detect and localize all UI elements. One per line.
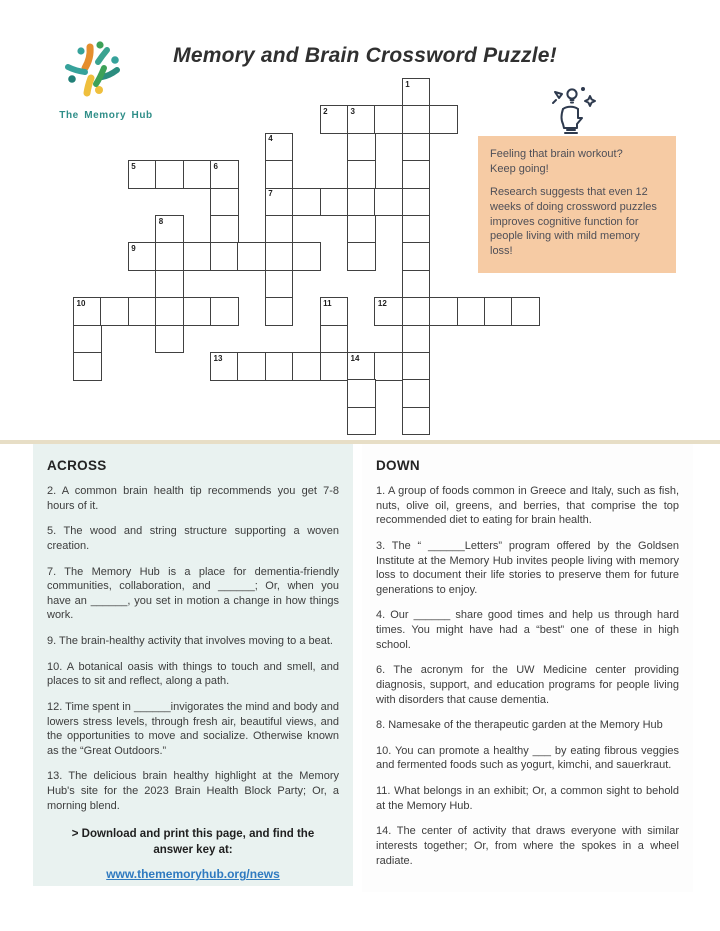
grid-cell[interactable] bbox=[155, 242, 184, 271]
clue-item: 4. Our ______ share good times and help us through hard times. You might have had a “best” one of these in high school. bbox=[376, 609, 679, 651]
grid-cell[interactable] bbox=[210, 297, 239, 326]
grid-cell[interactable] bbox=[402, 270, 431, 299]
grid-cell[interactable] bbox=[402, 242, 431, 271]
clue-item: 13. The delicious brain healthy highlight at the Memory Hub's site for the 2023 Brain Health Block Party; Or, a morning blend. bbox=[47, 770, 339, 812]
download-note-line2: answer key at: bbox=[153, 843, 233, 856]
grid-cell[interactable] bbox=[183, 242, 212, 271]
cell-number: 2 bbox=[323, 106, 328, 116]
grid-cell[interactable] bbox=[210, 242, 239, 271]
grid-cell[interactable] bbox=[320, 105, 349, 134]
grid-cell[interactable] bbox=[210, 215, 239, 244]
clue-item: 1. A group of foods common in Greece and Italy, such as fish, nuts, olive oil, greens, and berries, that comprise the top recommended diet to eating for brain health. bbox=[376, 485, 679, 527]
cell-number: 11 bbox=[323, 298, 332, 308]
grid-cell[interactable] bbox=[183, 160, 212, 189]
grid-cell[interactable] bbox=[73, 352, 102, 381]
grid-cell[interactable] bbox=[265, 188, 294, 217]
callout-research-text: Research suggests that even 12 weeks of doing crossword puzzles improves cognitive function for people living with mild memory loss! bbox=[490, 186, 657, 257]
grid-cell[interactable] bbox=[457, 297, 486, 326]
cell-number: 4 bbox=[268, 134, 273, 144]
grid-cell[interactable] bbox=[237, 352, 266, 381]
grid-cell[interactable] bbox=[347, 215, 376, 244]
grid-cell[interactable] bbox=[265, 297, 294, 326]
across-clue-list bbox=[47, 484, 339, 813]
grid-cell[interactable] bbox=[265, 352, 294, 381]
clue-item: 8. Namesake of the therapeutic garden at the Memory Hub bbox=[376, 719, 663, 732]
grid-cell[interactable] bbox=[374, 352, 403, 381]
grid-cell[interactable] bbox=[402, 325, 431, 354]
grid-cell[interactable] bbox=[292, 352, 321, 381]
grid-cell[interactable] bbox=[374, 105, 403, 134]
down-clue-list bbox=[376, 484, 679, 868]
grid-cell[interactable] bbox=[265, 133, 294, 162]
grid-cell[interactable] bbox=[347, 160, 376, 189]
grid-cell[interactable] bbox=[237, 242, 266, 271]
cell-number: 12 bbox=[377, 298, 387, 308]
grid-cell[interactable] bbox=[320, 188, 349, 217]
grid-cell[interactable] bbox=[402, 215, 431, 244]
grid-cell[interactable] bbox=[402, 105, 431, 134]
grid-cell[interactable] bbox=[320, 297, 349, 326]
grid-cell[interactable] bbox=[265, 160, 294, 189]
clue-item: 9. The brain-healthy activity that involves moving to a beat. bbox=[47, 635, 333, 647]
grid-cell[interactable] bbox=[210, 160, 239, 189]
grid-cell[interactable] bbox=[429, 297, 458, 326]
across-header: ACROSS bbox=[47, 458, 107, 473]
grid-cell[interactable] bbox=[402, 160, 431, 189]
grid-cell[interactable] bbox=[347, 105, 376, 134]
grid-cell[interactable] bbox=[347, 379, 376, 408]
grid-cell[interactable] bbox=[155, 160, 184, 189]
grid-cell[interactable] bbox=[73, 325, 102, 354]
grid-cell[interactable] bbox=[347, 188, 376, 217]
grid-cell[interactable] bbox=[374, 188, 403, 217]
down-header: DOWN bbox=[376, 458, 420, 473]
grid-cell[interactable] bbox=[210, 188, 239, 217]
grid-cell[interactable] bbox=[402, 379, 431, 408]
clue-item: 12. Time spent in ______invigorates the mind and body and lowers stress levels, through fresh air, beautiful views, and the opportunities to move and socialize. Otherwise known as the “Great Outdoors.” bbox=[47, 700, 339, 757]
cell-number: 1 bbox=[405, 79, 410, 89]
clue-item: 10. A botanical oasis with things to touch and smell, and places to sit and reflect, along a path. bbox=[47, 660, 339, 688]
brain-workout-icon bbox=[541, 84, 603, 142]
cell-number: 3 bbox=[350, 106, 355, 116]
clue-item: 7. The Memory Hub is a place for dementia-friendly communities, collaboration, and ______; Or, when you have an ______, you set in motion a change in how things work. bbox=[47, 565, 339, 622]
grid-cell[interactable] bbox=[429, 105, 458, 134]
page-title: Memory and Brain Crossword Puzzle! bbox=[173, 44, 557, 67]
callout-line-2: Keep going! bbox=[490, 162, 549, 175]
grid-cell[interactable] bbox=[128, 297, 157, 326]
grid-cell[interactable] bbox=[265, 270, 294, 299]
grid-cell[interactable] bbox=[402, 78, 431, 107]
clue-item: 10. You can promote a healthy ___ by eating fibrous veggies and fermented foods such as yogurt, kimchi, and sauerkraut. bbox=[376, 744, 679, 772]
grid-cell[interactable] bbox=[347, 242, 376, 271]
grid-cell[interactable] bbox=[155, 325, 184, 354]
grid-cell[interactable] bbox=[265, 215, 294, 244]
cell-number: 6 bbox=[213, 161, 218, 171]
grid-cell[interactable] bbox=[100, 297, 129, 326]
grid-cell[interactable] bbox=[292, 188, 321, 217]
clue-item: 5. The wood and string structure supporting a woven creation. bbox=[47, 525, 339, 552]
grid-cell[interactable] bbox=[128, 160, 157, 189]
grid-cell[interactable] bbox=[128, 242, 157, 271]
clue-item: 14. The center of activity that draws everyone with similar interests together; Or, from where the spokes in a wheel radiate. bbox=[376, 825, 679, 867]
grid-cell[interactable] bbox=[155, 215, 184, 244]
grid-cell[interactable] bbox=[183, 297, 212, 326]
grid-cell[interactable] bbox=[155, 270, 184, 299]
answer-key-link[interactable]: www.thememoryhub.org/news bbox=[106, 867, 280, 882]
download-note-line1: > Download and print this page, and find the bbox=[71, 828, 315, 841]
grid-cell[interactable] bbox=[484, 297, 513, 326]
cell-number: 9 bbox=[131, 243, 136, 253]
cell-number: 7 bbox=[268, 189, 273, 199]
cell-number: 14 bbox=[350, 353, 360, 363]
grid-cell[interactable] bbox=[402, 133, 431, 162]
cell-number: 13 bbox=[213, 353, 223, 363]
grid-cell[interactable] bbox=[347, 133, 376, 162]
clue-item: 6. The acronym for the UW Medicine center providing diagnosis, support, and education programs for people living with disorders that cause dementia. bbox=[376, 664, 679, 706]
grid-cell[interactable] bbox=[320, 352, 349, 381]
grid-cell[interactable] bbox=[402, 407, 431, 436]
callout-line-1: Feeling that brain workout? bbox=[490, 148, 623, 160]
cell-number: 8 bbox=[158, 216, 164, 226]
across-clues-panel bbox=[33, 444, 353, 886]
grid-cell[interactable] bbox=[292, 242, 321, 271]
grid-cell[interactable] bbox=[210, 352, 239, 381]
clue-item: 2. A common brain health tip recommends you get 7-8 hours of it. bbox=[47, 485, 339, 512]
grid-cell[interactable] bbox=[347, 352, 376, 381]
grid-cell[interactable] bbox=[320, 325, 349, 354]
cell-number: 5 bbox=[131, 161, 136, 171]
grid-cell[interactable] bbox=[265, 242, 294, 271]
grid-cell[interactable] bbox=[347, 407, 376, 436]
grid-cell[interactable] bbox=[374, 297, 403, 326]
grid-cell[interactable] bbox=[402, 297, 431, 326]
grid-cell[interactable] bbox=[402, 188, 431, 217]
download-note bbox=[47, 827, 339, 858]
crossword-grid bbox=[73, 78, 543, 438]
grid-cell[interactable] bbox=[155, 297, 184, 326]
clue-item: 11. What belongs in an exhibit; Or, a common sight to behold at the Memory Hub. bbox=[376, 785, 679, 812]
cell-number: 10 bbox=[76, 298, 86, 308]
down-clues-panel bbox=[362, 444, 693, 892]
encouragement-callout bbox=[478, 136, 676, 273]
grid-cell[interactable] bbox=[402, 352, 431, 381]
logo-wordmark: The Memory Hub bbox=[59, 110, 153, 121]
clue-item: 3. The “ ______Letters” program offered by the Goldsen Institute at the Memory Hub invites people living with memory loss to document their life stories to preserve them for future generations to enjoy. bbox=[376, 539, 679, 596]
grid-cell[interactable] bbox=[73, 297, 102, 326]
grid-cell[interactable] bbox=[511, 297, 540, 326]
